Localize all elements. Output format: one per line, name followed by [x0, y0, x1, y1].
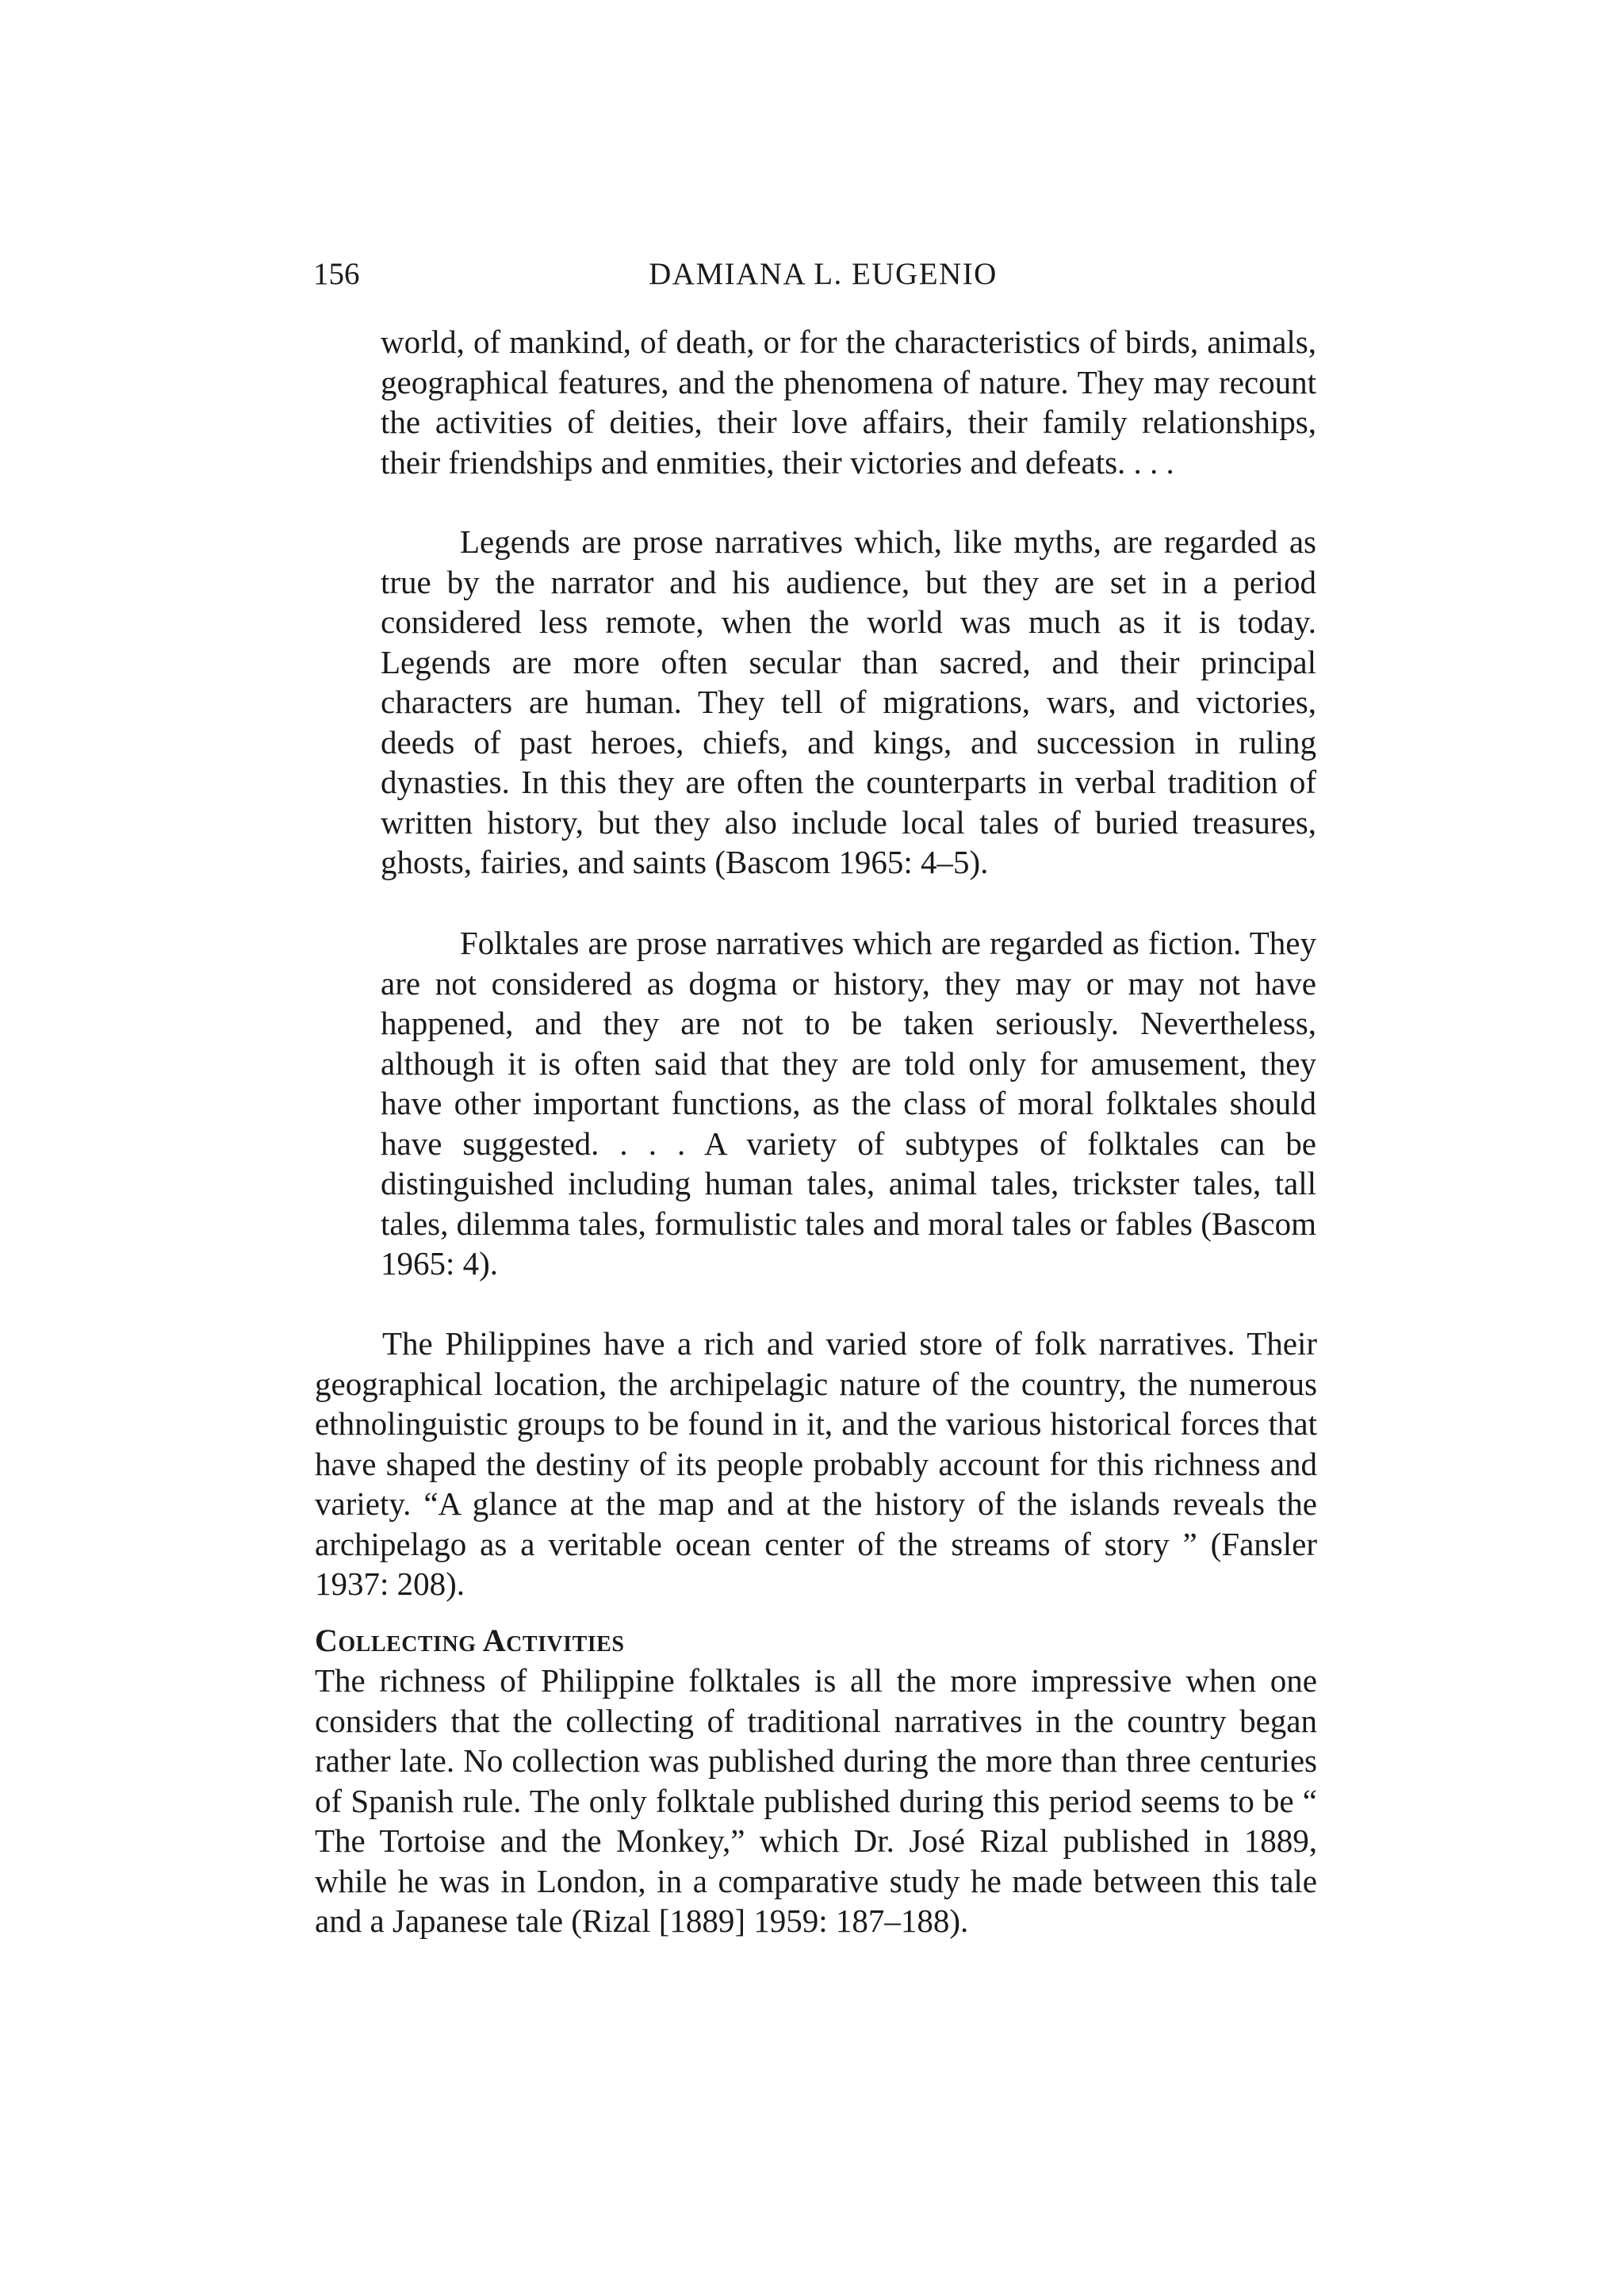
running-head: DAMIANA L. EUGENIO [649, 257, 998, 291]
page-header [313, 256, 1333, 293]
quote-legends-paragraph: Legends are prose narratives which, like myths, are regarded as true by the narrator and his audience, but they are set in a period considered less remote, when the world was much as it is today. Legends are more often secular than sacred, and their principal characters are human. They tell of migrations, wars, and victories, deeds of past heroes, chiefs, and kings, and succession in ruling dynasties. In this they are often the counterparts in verbal tradition of written history, but they also include local tales of buried treasures, ghosts, fairies, and saints (Bascom 1965: 4–5). [381, 523, 1316, 880]
page-number: 156 [313, 257, 360, 291]
philippines-paragraph: The Philippines have a rich and varied store of folk narratives. Their geographical location, the archipelagic nature of the country, the numerous ethnolinguistic groups to be found in it, and the various historical forces that have shaped the destiny of its people probably account for this richness and variety. “A glance at the map and at the history of the islands reveals the archipelago as a veritable ocean center of the streams of story ” (Fansler 1937: 208). [315, 1325, 1317, 1602]
quote-continuation: world, of mankind, of death, or for the characteristics of birds, animals, geographical features, and the phenomena of nature. They may recount the activities of deities, their love affairs, their family relationships, their friendships and enmities, their victories and defeats. . . . [381, 324, 1316, 481]
quote-folktales-paragraph: Folktales are prose narratives which are regarded as fiction. They are not considered as dogma or history, they may or may not have happened, and they are not to be taken seriously. Nevertheless, although it is often said that they are told only for amusement, they have other important functions, as the class of moral folktales should have suggested. . . . A variety of subtypes of folktales can be distinguished including human tales, animal tales, trickster tales, tall tales, dilemma tales, formulistic tales and moral tales or fables (Bascom 1965: 4). [381, 925, 1316, 1282]
collecting-paragraph: The richness of Philippine folktales is all the more impressive when one considers that the collecting of traditional narratives in the country began rather late. No collection was published during the more than three centuries of Spanish rule. The only folktale published during this period seems to be “ The Tortoise and the Monkey,” which Dr. José Rizal published in 1889, while he was in London, in a comparative study he made between this tale and a Japanese tale (Rizal [1889] 1959: 187–188). [315, 1662, 1317, 1939]
section-heading: Collecting Activities [315, 1623, 625, 1658]
